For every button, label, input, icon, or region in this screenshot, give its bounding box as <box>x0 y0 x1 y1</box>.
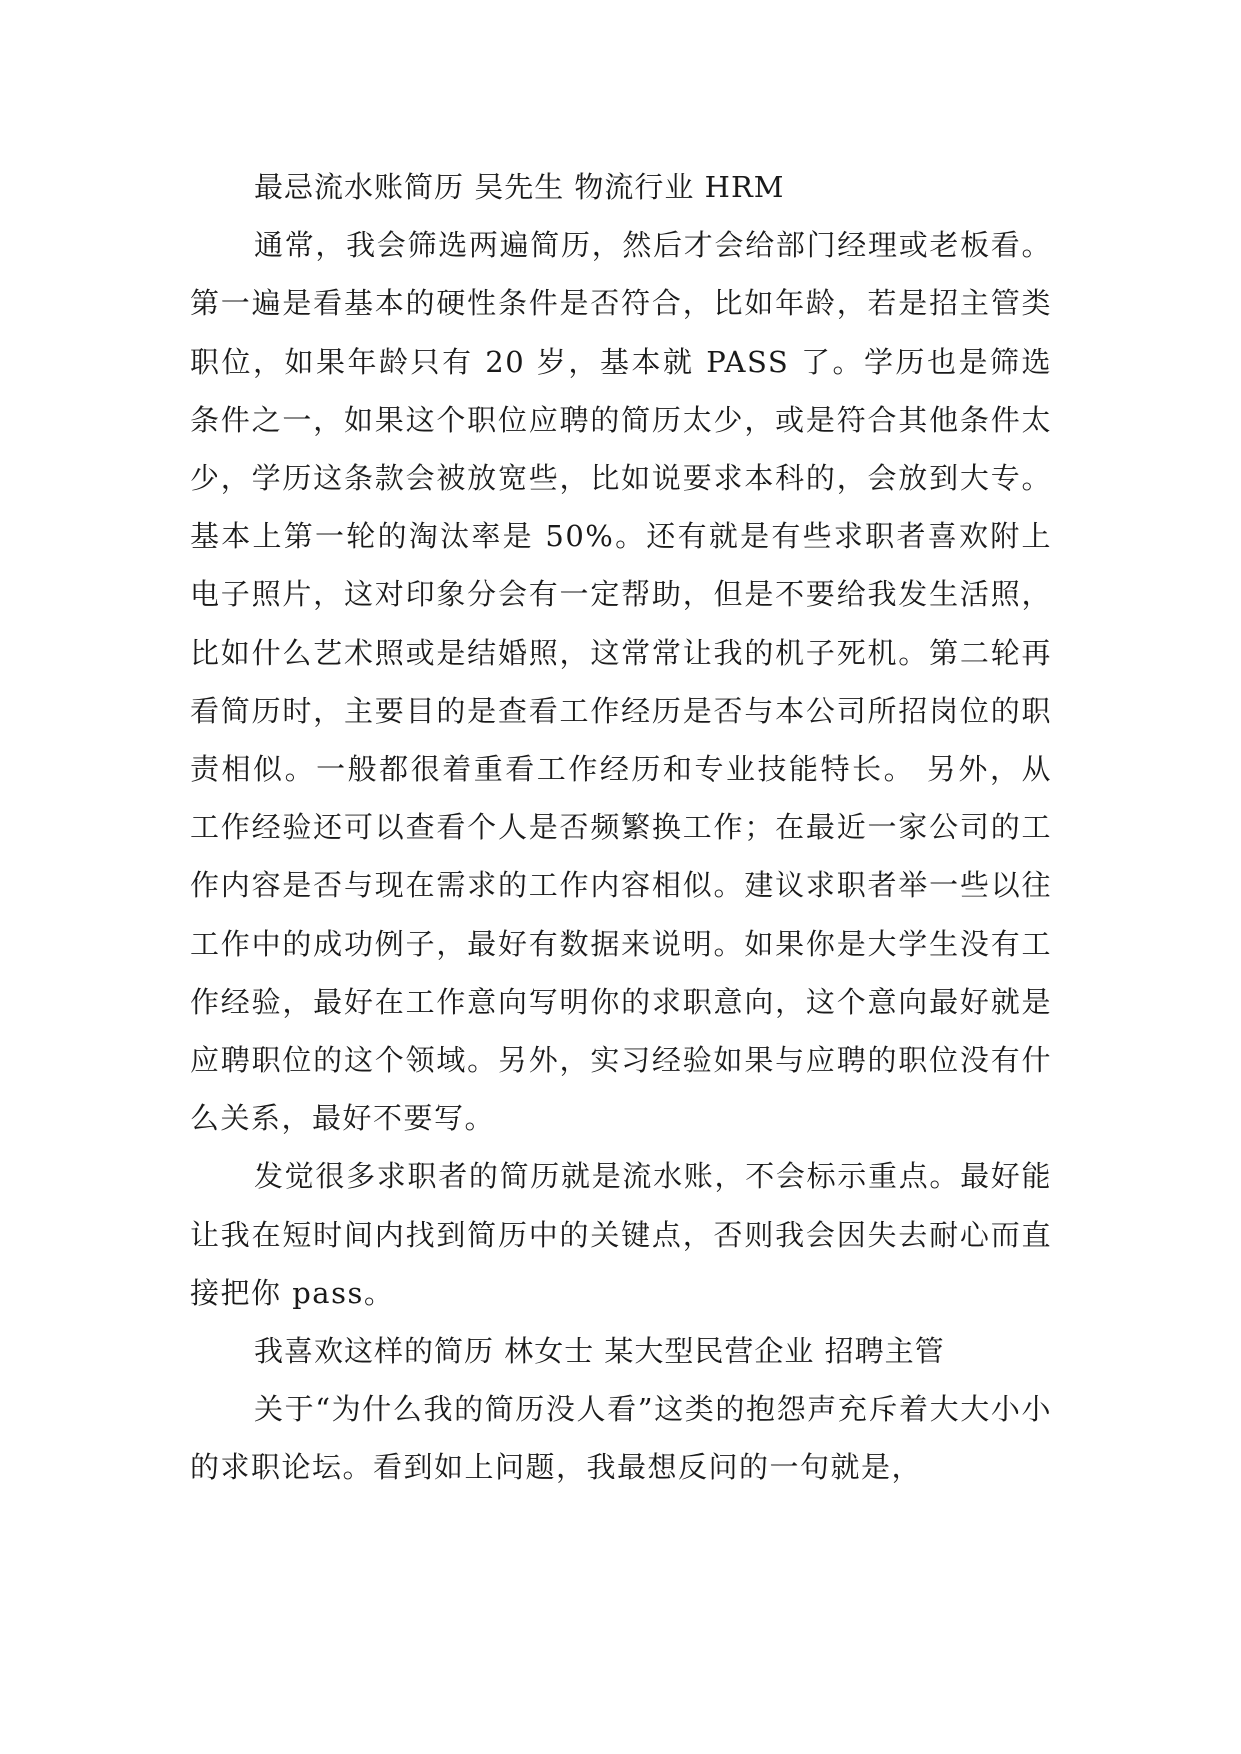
section-heading-1: 最忌流水账简历 吴先生 物流行业 HRM <box>254 170 785 204</box>
section-heading-2: 我喜欢这样的简历 林女士 某大型民营企业 招聘主管 <box>254 1334 945 1369</box>
body-paragraph-2: 发觉很多求职者的简历就是流水账，不会标示重点。最好能让我在短时间内找到简历中的关键点，否则我会因失去耐心而直接把你 pass。 <box>190 1159 1052 1310</box>
body-paragraph-1: 通常，我会筛选两遍简历，然后才会给部门经理或老板看。第一遍是看基本的硬性条件是否符合，比如年龄，若是招主管类职位，如果年龄只有 20 岁，基本就 PASS 了。学历也是筛选条件之一，如果这个职位应聘的简历太少，或是符合其他条件太少，学历这条款会被放宽些，比如说要求本科的，会放到大专。基本上第一轮的淘汰率是 50%。还有就是有些求职者喜欢附上电子照片，这对印象分会有一定帮助，但是不要给我发生活照，比如什么艺术照或是结婚照，这常常让我的机子死机。第二轮再看简历时，主要目的是查看工作经历是否与本公司所招岗位的职责相似。一般都很着重看工作经历和专业技能特长。 另外，从工作经验还可以查看个人是否频繁换工作；在最近一家公司的工作内容是否与现在需求的工作内容相似。建议求职者举一些以往工作中的成功例子，最好有数据来说明。如果你是大学生没有工作经验，最好在工作意向写明你的求职意向，这个意向最好就是应聘职位的这个领域。另外，实习经验如果与应聘的职位没有什么关系，最好不要写。 <box>190 228 1052 1136</box>
body-paragraph-3: 关于“为什么我的简历没人看”这类的抱怨声充斥着大大小小的求职论坛。看到如上问题，我最想反问的一句就是， <box>190 1392 1052 1485</box>
document-body <box>190 158 1052 1497</box>
